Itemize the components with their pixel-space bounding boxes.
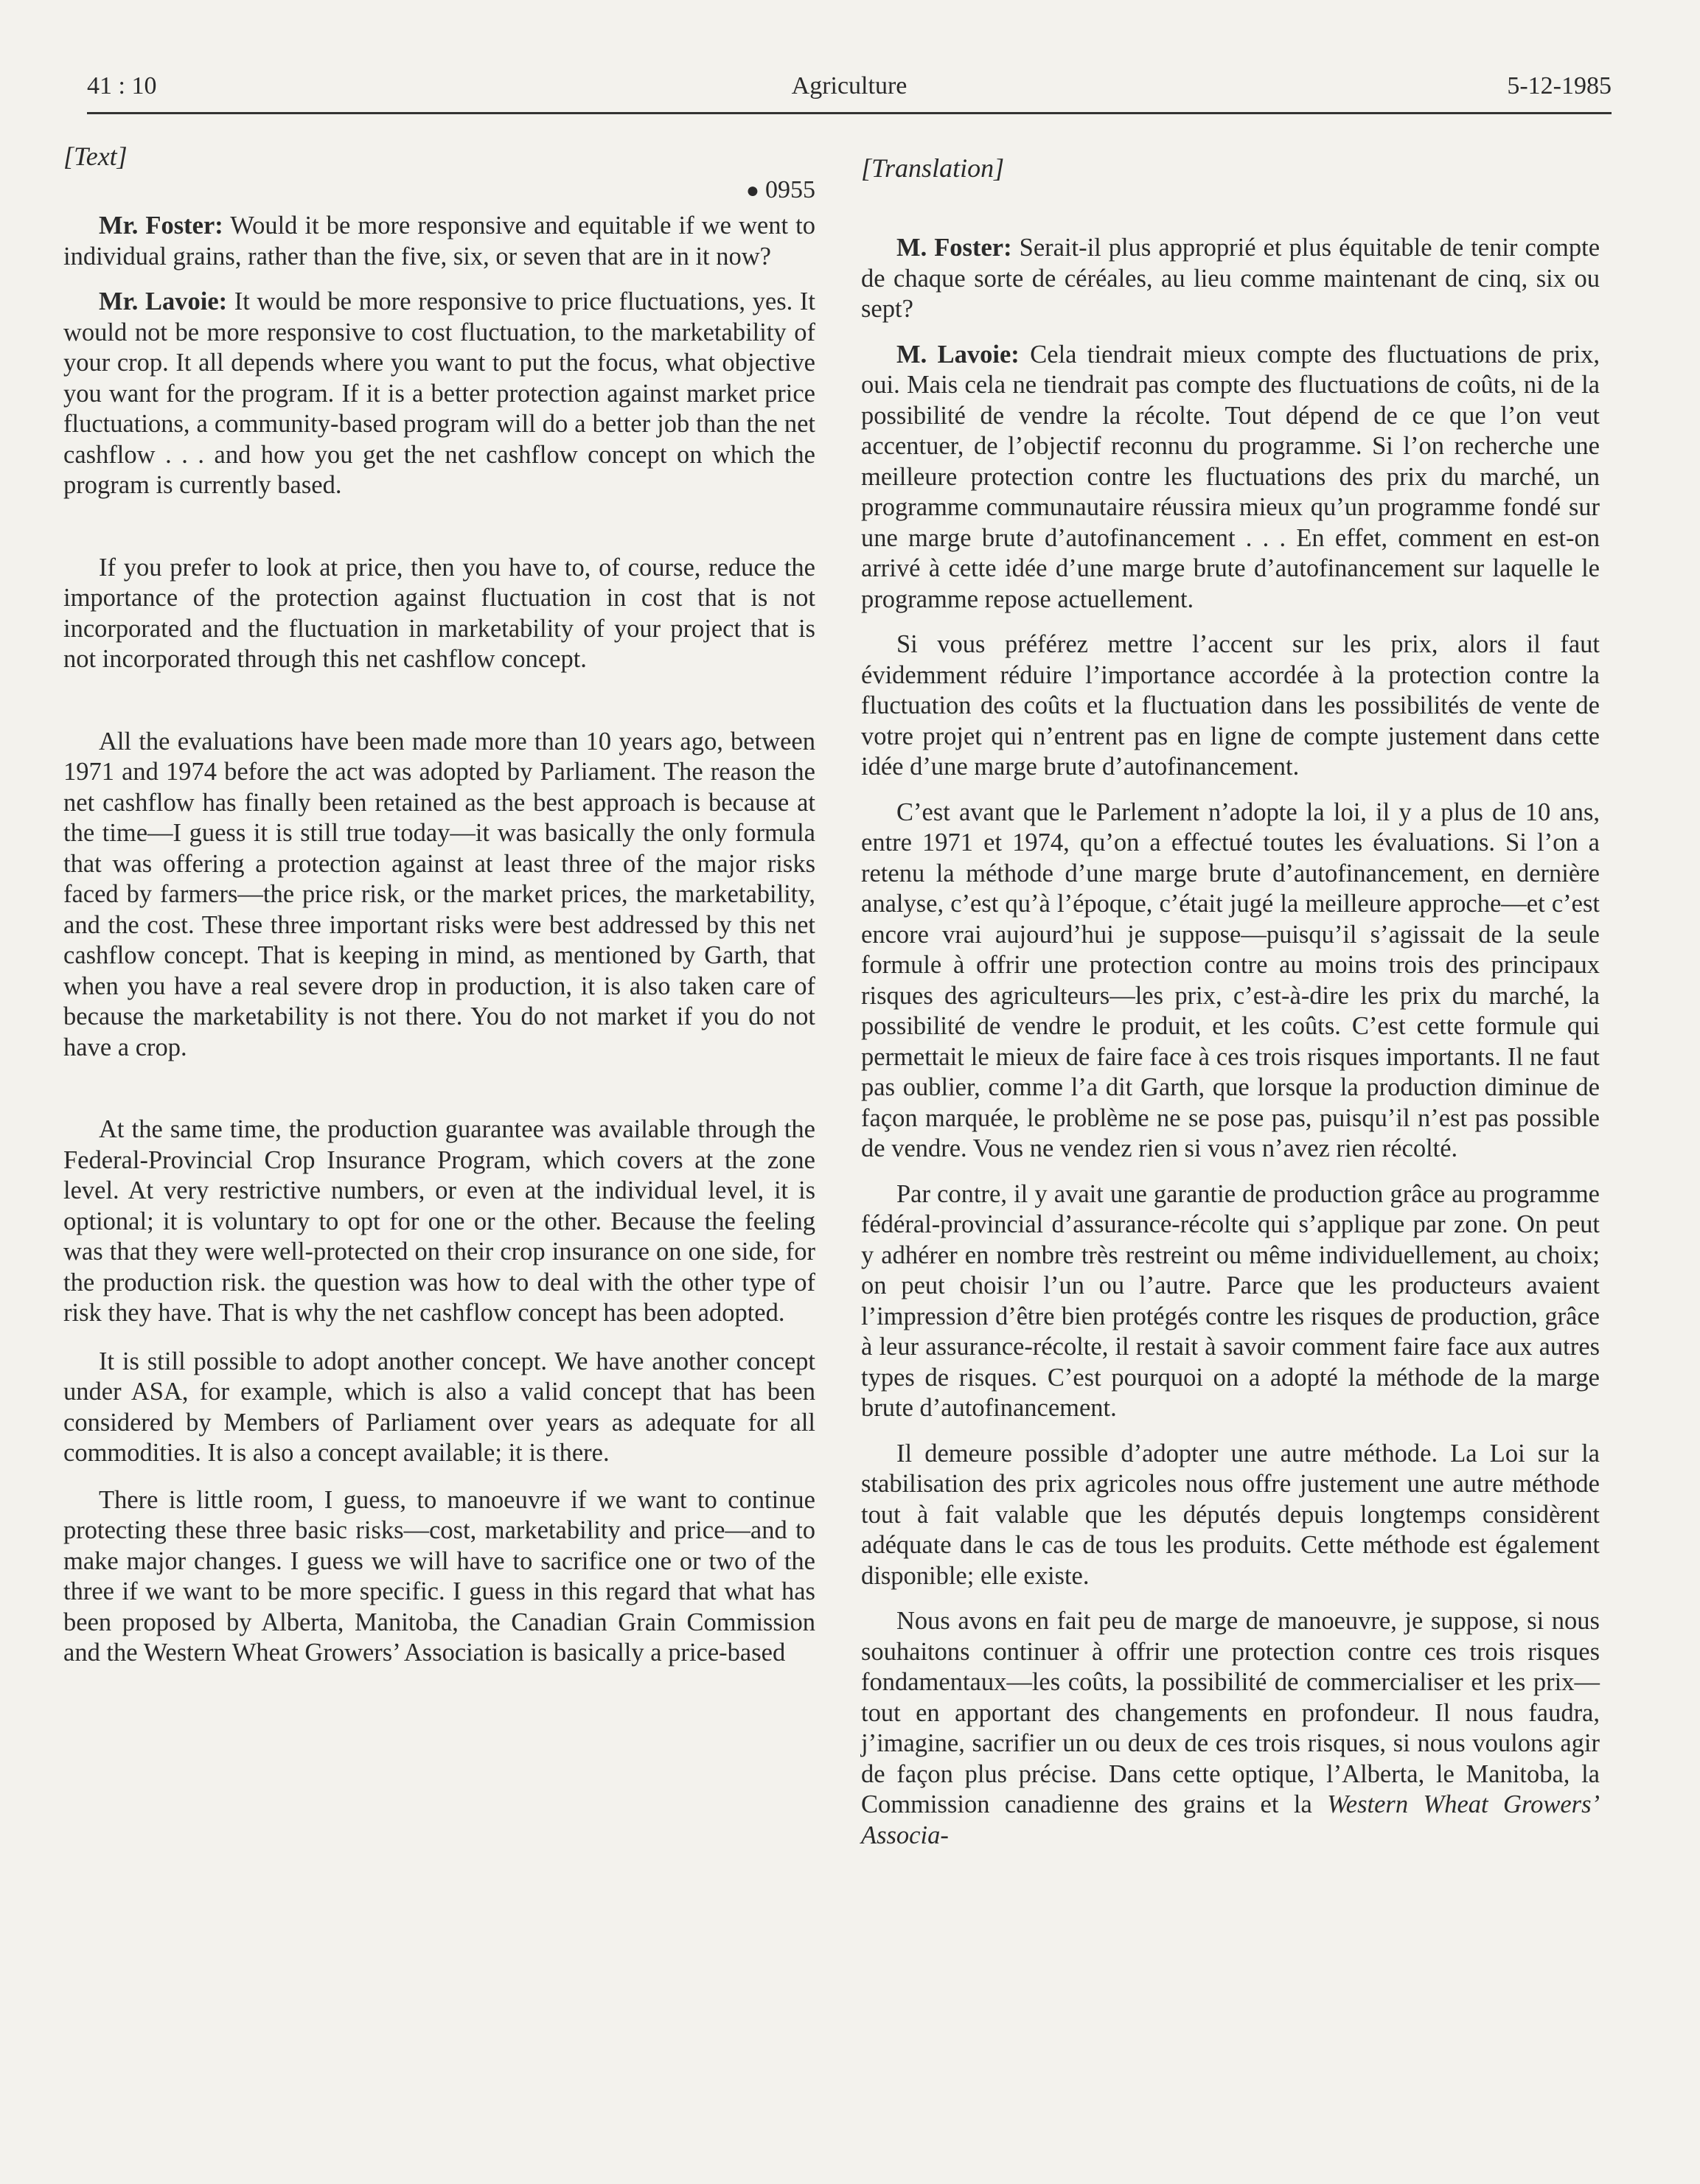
paragraph-text: There is little room, I guess, to manoeuvre if we want to continue protecting these three basic risks—cost, marketability and price—and to make major changes. I guess we will have to sacrifice one or two of the three if we want to be more specific. I guess in this regard that what has been proposed by Alberta, Manitoba, the Canadian Grain Commission and the Western Wheat Growers’ Association is basically a price-based	[63, 1485, 815, 1667]
page-reference: 41 : 10	[87, 72, 157, 100]
speaker-name: M. Foster:	[896, 234, 1012, 262]
paragraph	[861, 798, 1600, 1165]
paragraph-text: Nous avons en fait peu de marge de manoeuvre, je suppose, si nous souhaitons continuer à offrir une protection contre ces trois risques fondamentaux—les coûts, la possibilité de commercialiser et les prix—tout en apportant des changements en profondeur. Il nous faudra, j’imagine, sacrifier un ou deux de ces trois risques, si nous voulons agir de façon plus précise. Dans cette optique, l’Alberta, le Manitoba, la Commission canadienne des grains et la	[861, 1607, 1600, 1818]
sitting-date: 5-12-1985	[1507, 72, 1612, 100]
time-marker	[63, 174, 815, 206]
french-column	[861, 140, 1600, 1851]
paragraph	[861, 1606, 1600, 1851]
paragraph-text: C’est avant que le Parlement n’adopte la loi, il y a plus de 10 ans, entre 1971 et 1974, qu’on a effectué toutes les évaluations. Si l’on a retenu la méthode d’une marge brute d’autofinancement, en dernière analyse, c’est qu’à l’époque, c’était jugé la meilleure approche—et c’est encore vrai aujourd’hui je suppose—puisqu’il s’agissait de la seule formule à offrir une protection contre au moins trois des principaux risques des agriculteurs—les prix, c’est-à-dire les prix du marché, la possibilité de vendre le produit, et les coûts. C’est cette formule qui permettait le mieux de faire face à ces trois risques importants. Il ne faut pas oublier, comme l’a dit Garth, que lorsque la production diminue de façon marquée, le problème ne se pose pas, puisqu’il n’est pas possible de vendre. Vous ne vendez rien si vous n’avez rien récolté.	[861, 798, 1600, 1162]
page-header	[87, 68, 1612, 114]
paragraph-text: Serait-il plus approprié et plus équitable de tenir compte de chaque sorte de céréales, au lieu comme maintenant de cinq, six ou sept?	[861, 234, 1600, 323]
paragraph-text: Cela tiendrait mieux compte des fluctuations de prix, oui. Mais cela ne tiendrait pas compte des fluctuations de coûts, ni de la possibilité de vendre la récolte. Tout dépend de ce que l’on veut accentuer, de l’objectif reconnu du programme. Si l’on recherche une meilleure protection contre les fluctuations des prix du marché, un programme communautaire réussira mieux qu’un programme fondé sur une marge brute d’autofinancement . . . En effet, comment en est-on arrivé à cette idée d’une marge brute d’autofinancement sur laquelle le programme repose actuellement.	[861, 340, 1600, 613]
paragraph	[861, 340, 1600, 615]
paragraph	[861, 1179, 1600, 1424]
paragraph-text: All the evaluations have been made more than 10 years ago, between 1971 and 1974 before the act was adopted by Parliament. The reason the net cashflow has finally been retained as the best approach is because at the time—I guess it is still true today—it was basically the only formula that was offering a protection against at least three of the major risks faced by farmers—the price risk, or the market prices, the marketability, and the cost. These three important risks were best addressed by this net cashflow concept. That is keeping in mind, as mentioned by Garth, that when you have a real severe drop in production, it is also taken care of because the marketability is not there. You do not market if you do not have a crop.	[63, 727, 815, 1061]
speaker-name: M. Lavoie:	[896, 340, 1020, 369]
paragraph	[861, 629, 1600, 783]
bullet-icon: ●	[745, 178, 759, 203]
translation-label: [Translation]	[861, 153, 1005, 183]
paragraph-text: It is still possible to adopt another concept. We have another concept under ASA, for example, which is also a valid concept that has been considered by Members of Parliament over years as adequate for all commodities. It is also a concept available; it is there.	[63, 1347, 815, 1467]
english-column	[63, 140, 815, 1669]
paragraph	[63, 1114, 815, 1329]
paragraph-text: Si vous préférez mettre l’accent sur les prix, alors il faut évidemment réduire l’importance accordée à la protection contre la fluctuation des coûts et la fluctuation dans les possibilités de vente de votre projet qui n’entrent pas en ligne de compte justement dans cette idée d’une marge brute d’autofinancement.	[861, 630, 1600, 781]
section-title: Agriculture	[791, 72, 908, 100]
paragraph-text: Par contre, il y avait une garantie de production grâce au programme fédéral-provincial d’assurance-récolte qui s’applique par zone. On peut y adhérer en nombre très restreint ou même individuellement, au choix; on peut choisir l’un ou l’autre. Parce que les producteurs avaient l’impression d’être bien protégés contre les risques de production, grâce à leur assurance-récolte, il restait à savoir comment faire face aux autres types de risques. C’est pourquoi on a adopté la méthode de la marge brute d’autofinancement.	[861, 1179, 1600, 1422]
text-label: [Text]	[63, 142, 128, 171]
paragraph	[861, 1439, 1600, 1592]
paragraph	[63, 287, 815, 501]
paragraph	[63, 1485, 815, 1669]
speaker-name: Mr. Foster:	[99, 212, 223, 240]
italic-association-name: Western Wheat Growers’ Associa-	[861, 1790, 1600, 1849]
paragraph	[63, 1347, 815, 1469]
paragraph-text: At the same time, the production guarantee was available through the Federal-Provincial Crop Insurance Program, which covers at the zone level. At very restrictive numbers, or even at the individual level, it is optional; it is voluntary to opt for one or the other. Because the feeling was that they were well-protected on their crop insurance on one side, for the production risk. the question was how to deal with the other type of risk they have. That is why the net cashflow concept has been adopted.	[63, 1115, 815, 1327]
speaker-name: Mr. Lavoie:	[99, 287, 228, 315]
paragraph	[63, 211, 815, 272]
paragraph-text: If you prefer to look at price, then you have to, of course, reduce the importance of the protection against fluctuation in cost that is not incorporated and the fluctuation in marketability of your project that is not incorporated through this net cashflow concept.	[63, 553, 815, 673]
paragraph	[63, 727, 815, 1064]
paragraph-text: Would it be more responsive and equitable if we went to individual grains, rather than the five, six, or seven that are in it now?	[63, 212, 816, 271]
paragraph-text: Il demeure possible d’adopter une autre méthode. La Loi sur la stabilisation des prix agricoles nous offre justement une autre méthode tout à fait valable que les députés depuis longtemps considèrent adéquate dans le cas de tous les produits. Cette méthode est également disponible; elle existe.	[861, 1439, 1600, 1590]
time-marker-value: 0955	[765, 176, 815, 203]
paragraph	[861, 233, 1600, 325]
paragraph-text: It would be more responsive to price fluctuations, yes. It would not be more responsive to cost fluctuation, to the marketability of your crop. It all depends where you want to put the focus, what objective you want for the program. If it is a better protection against market price fluctuations, a community-based program will do a better job than the net cashflow . . . and how you get the net cashflow concept on which the program is currently based.	[63, 287, 815, 499]
paragraph	[63, 553, 815, 675]
